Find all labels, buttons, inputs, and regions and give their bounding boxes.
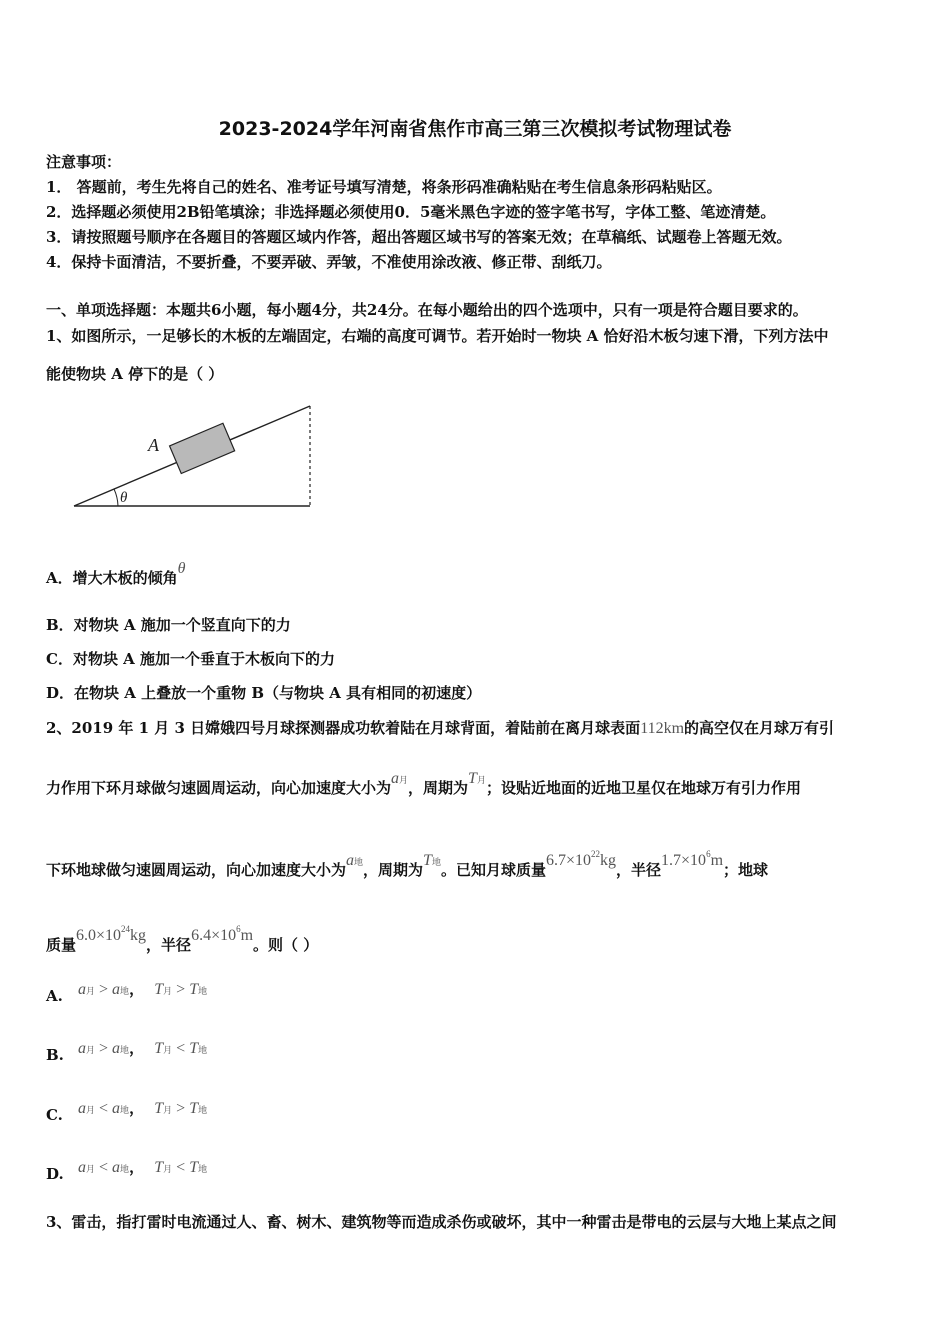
symbol-a: a: [78, 1159, 86, 1176]
subscript-earth: 地: [354, 857, 364, 867]
q2-text: 质量: [46, 936, 77, 954]
symbol-T: T: [189, 1159, 199, 1176]
q1-option-b: B．对物块 A 施加一个竖直向下的力: [46, 616, 291, 634]
q3-stem-line1: 3、雷击，指打雷时电流通过人、畜、树木、建筑物等而造成杀伤或破坏，其中一种雷击是带电的云层与大地上某点之间: [46, 1213, 837, 1231]
q1-option-a-text: A．增大木板的倾角: [46, 569, 178, 587]
earth-mass-exponent: 24: [121, 924, 131, 934]
theta-symbol: θ: [177, 560, 186, 577]
q2-text: ，半径: [146, 936, 192, 954]
unit-m: m: [240, 927, 254, 944]
notice-item: 4．保持卡面清洁，不要折叠，不要弄破、弄皱，不准使用涂改液、修正带、刮纸刀。: [46, 253, 612, 271]
relation-sign: >: [172, 981, 190, 998]
subscript-earth: 地: [198, 1164, 208, 1174]
block-a-label: A: [148, 435, 159, 455]
q2-text: ；地球: [723, 861, 769, 879]
q1-option-a: [46, 560, 186, 589]
relation-sign: <: [172, 1040, 190, 1057]
subscript-earth: 地: [120, 986, 130, 996]
subscript-moon: 月: [86, 1045, 96, 1055]
option-formula: [78, 1097, 207, 1118]
subscript-moon: 月: [86, 1164, 96, 1174]
symbol-T: T: [423, 852, 432, 869]
unit-kg: kg: [130, 927, 147, 944]
subscript-moon: 月: [399, 775, 409, 785]
q2-text: ，周期为: [408, 779, 469, 797]
relation-sign: >: [95, 1040, 113, 1057]
symbol-a: a: [112, 1159, 121, 1176]
subscript-moon: 月: [163, 986, 173, 996]
relation-sign: <: [95, 1159, 113, 1176]
q2-text: 2、2019 年 1 月 3 日嫦娥四号月球探测器成功软着陆在月球背面，着陆前在离月球表面: [46, 719, 641, 737]
subscript-earth: 地: [120, 1164, 130, 1174]
angle-arc: [114, 489, 118, 506]
notice-heading: 注意事项：: [46, 153, 122, 171]
symbol-T: T: [189, 1040, 199, 1057]
moon-radius-exponent: 6: [706, 849, 711, 859]
option-formula: [78, 1156, 207, 1177]
q2-text: 的高空仅在月球万有引: [684, 719, 835, 737]
symbol-a: a: [78, 1040, 86, 1057]
subscript-moon: 月: [163, 1045, 173, 1055]
earth-radius-value: 6.4×10: [191, 927, 237, 944]
option-letter: B.: [46, 1046, 64, 1064]
section-heading: 一、单项选择题：本题共6小题，每小题4分，共24分。在每小题给出的四个选项中，只有一项是符合题目要求的。: [46, 301, 808, 319]
earth-radius-exponent: 6: [236, 924, 241, 934]
subscript-earth: 地: [198, 1045, 208, 1055]
notice-item: 1． 答题前，考生先将自己的姓名、准考证号填写清楚，将条形码准确粘贴在考生信息条形码粘贴区。: [46, 178, 722, 196]
symbol-a: a: [112, 1100, 121, 1117]
q2-height-value: 112km: [640, 720, 685, 737]
angle-theta-label: θ: [120, 490, 128, 506]
q2-stem-line4: [46, 924, 319, 956]
q2-text: 。已知月球质量: [440, 861, 546, 879]
page-title: 2023-2024学年河南省焦作市高三第三次模拟考试物理试卷: [218, 118, 732, 140]
incline-figure: [60, 398, 330, 518]
subscript-moon: 月: [163, 1164, 173, 1174]
symbol-T: T: [154, 1159, 164, 1176]
symbol-a: a: [78, 981, 86, 998]
symbol-a: a: [391, 770, 400, 787]
unit-kg: kg: [600, 852, 617, 869]
relation-sign: <: [95, 1100, 113, 1117]
subscript-earth: 地: [120, 1045, 130, 1055]
comma: ，: [129, 1039, 145, 1057]
option-formula: [78, 1037, 207, 1058]
option-formula: [78, 978, 207, 999]
moon-mass-value: 6.7×10: [545, 852, 592, 869]
relation-sign: <: [172, 1159, 190, 1176]
symbol-T: T: [468, 770, 477, 787]
moon-radius-value: 1.7×10: [661, 852, 707, 869]
symbol-T: T: [154, 1040, 164, 1057]
q1-stem-line1: 1、如图所示，一足够长的木板的左端固定，右端的高度可调节。若开始时一物块 A 恰好沿木板匀速下滑，下列方法中: [46, 327, 829, 345]
q1-stem-line2: 能使物块 A 停下的是（ ）: [46, 365, 224, 383]
q2-stem-line2: [46, 770, 801, 800]
symbol-a: a: [112, 1040, 121, 1057]
option-letter: A.: [46, 987, 63, 1005]
notice-item: 3．请按照题号顺序在各题目的答题区域内作答，超出答题区域书写的答案无效；在草稿纸、试题卷上答题无效。: [46, 228, 792, 246]
q2-text: 下环地球做匀速圆周运动，向心加速度大小为: [46, 861, 347, 879]
moon-mass-exponent: 22: [591, 849, 601, 859]
symbol-T: T: [189, 981, 199, 998]
symbol-T: T: [154, 981, 164, 998]
symbol-a: a: [112, 981, 121, 998]
q2-stem-line1: [46, 718, 834, 739]
subscript-earth: 地: [120, 1105, 130, 1115]
option-letter: D.: [46, 1165, 64, 1183]
option-letter: C.: [46, 1106, 63, 1124]
q2-text: 力作用下环月球做匀速圆周运动，向心加速度大小为: [46, 779, 392, 797]
comma: ，: [129, 980, 145, 998]
symbol-T: T: [154, 1100, 164, 1117]
unit-m: m: [710, 852, 724, 869]
earth-mass-value: 6.0×10: [76, 927, 122, 944]
subscript-moon: 月: [476, 775, 486, 785]
q2-text: ，周期为: [363, 861, 424, 879]
symbol-a: a: [78, 1100, 86, 1117]
symbol-a: a: [346, 852, 355, 869]
q1-option-d: D．在物块 A 上叠放一个重物 B（与物块 A 具有相同的初速度）: [46, 684, 482, 702]
subscript-earth: 地: [198, 1105, 208, 1115]
relation-sign: >: [95, 981, 113, 998]
relation-sign: >: [172, 1100, 190, 1117]
q2-text: ；设贴近地面的近地卫星仅在地球万有引力作用: [485, 779, 801, 797]
subscript-earth: 地: [198, 986, 208, 996]
comma: ，: [129, 1099, 145, 1117]
q2-text: 。则（ ）: [253, 936, 319, 954]
block-a: [170, 423, 235, 473]
subscript-moon: 月: [86, 986, 96, 996]
subscript-moon: 月: [86, 1105, 96, 1115]
q2-text: ，半径: [616, 861, 662, 879]
symbol-T: T: [189, 1100, 199, 1117]
notice-item: 2．选择题必须使用2B铅笔填涂；非选择题必须使用0．5毫米黑色字迹的签字笔书写，字体工整、笔迹清楚。: [46, 203, 776, 221]
comma: ，: [129, 1158, 145, 1176]
q2-stem-line3: [46, 849, 769, 882]
subscript-moon: 月: [163, 1105, 173, 1115]
q1-option-c: C．对物块 A 施加一个垂直于木板向下的力: [46, 650, 336, 668]
subscript-earth: 地: [431, 857, 441, 867]
